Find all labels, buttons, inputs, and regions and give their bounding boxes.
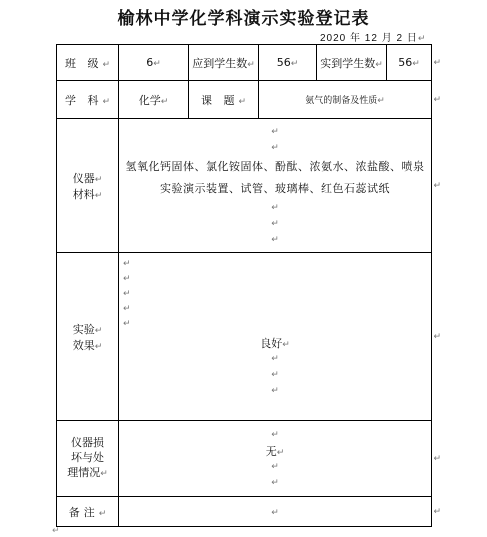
subject-value-cell[interactable]: 化学↵ [119, 81, 189, 119]
notes-content-cell[interactable]: ↵ ↵ [119, 497, 432, 527]
damage-label-cell: 仪器损 坏与处 理情况↵ [57, 421, 119, 497]
table-row-result [57, 253, 432, 421]
class-label-cell: 班 级↵ [57, 45, 119, 81]
damage-content-cell[interactable]: ↵ 无↵ ↵ ↵ ↵ [119, 421, 432, 497]
equipment-list: 氢氧化钙固体、氯化铵固体、酚酞、浓氨水、浓盐酸、喷泉实验演示装置、试管、玻璃棒、红色石蕊试纸 [125, 159, 425, 195]
notes-label-cell: 备注↵ [57, 497, 119, 527]
table-row-damage [57, 421, 432, 497]
topic-value-cell[interactable]: 氨气的制备及性质↵ ↵ [259, 81, 432, 119]
table-row-notes [57, 497, 432, 527]
registration-table [56, 44, 441, 527]
actual-value-cell[interactable]: 56↵ ↵ [387, 45, 432, 81]
table-row-subject [57, 81, 432, 119]
equipment-content-cell[interactable]: ↵ ↵ 氢氧化钙固体、氯化铵固体、酚酞、浓氨水、浓盐酸、喷泉实验演示装置、试管、玻璃棒、红色石蕊试纸 ↵ ↵ ↵ ↵ [119, 119, 432, 253]
document-title: 榆林中学化学科演示实验登记表 [117, 9, 370, 29]
equipment-label-cell: 仪器↵ 材料↵ [57, 119, 119, 253]
result-text: 良好 [260, 336, 283, 350]
damage-text: 无 [265, 444, 277, 458]
result-content-cell[interactable]: ↵ ↵ ↵ ↵ ↵ 良好↵ ↵ ↵ ↵ ↵ [119, 253, 432, 421]
result-label-cell: 实验↵ 效果↵ [57, 253, 119, 421]
actual-label-cell: 实到学生数↵ [317, 45, 387, 81]
subject-label-cell: 学 科↵ [57, 81, 119, 119]
end-mark: ↵ [52, 526, 60, 536]
topic-label-cell: 课 题↵ [189, 81, 259, 119]
class-value-cell[interactable]: 6↵ [119, 45, 189, 81]
expected-label-cell: 应到学生数↵ [189, 45, 259, 81]
document-date: 2020 年 12 月 2 日↵ [320, 33, 427, 44]
table-row-equipment [57, 119, 432, 253]
table-row-class [57, 45, 432, 81]
expected-value-cell[interactable]: 56↵ [259, 45, 317, 81]
